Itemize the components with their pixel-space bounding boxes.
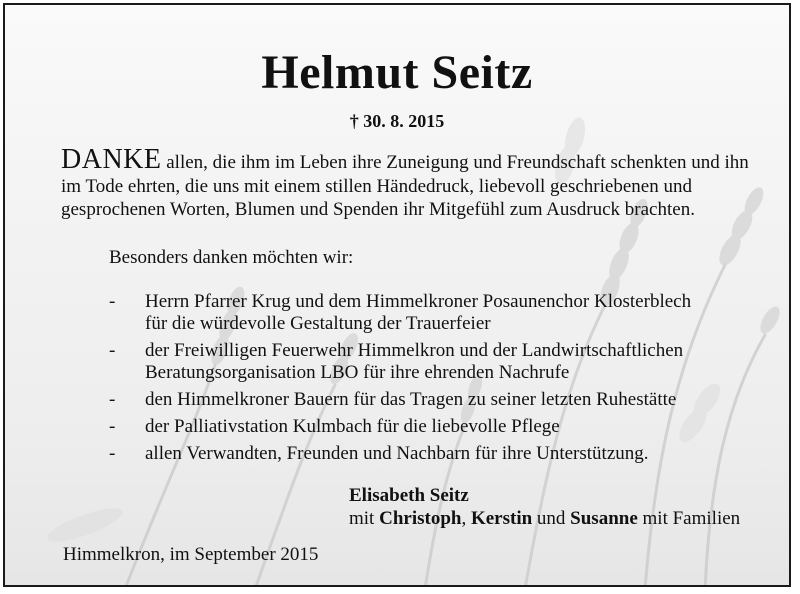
list-bullet: - bbox=[109, 443, 116, 464]
list-item-line1: den Himmelkroner Bauern für das Tragen zu seiner letzten Ruhestätte bbox=[145, 389, 677, 410]
intro-paragraph bbox=[61, 144, 761, 222]
list-item bbox=[109, 340, 749, 384]
signature-suffix: mit Familien bbox=[642, 508, 741, 529]
signature-child-2: Kerstin bbox=[470, 508, 533, 529]
list-item-line1: der Freiwilligen Feuerwehr Himmelkron und der Landwirtschaftlichen bbox=[145, 340, 684, 361]
intro-lead-word: DANKE bbox=[61, 144, 162, 175]
signature-child-3: Susanne bbox=[570, 508, 638, 529]
list-bullet: - bbox=[109, 291, 116, 312]
death-date: † 30. 8. 2015 bbox=[349, 111, 445, 131]
intro-text: allen, die ihm im Leben ihre Zuneigung und Freundschaft schenkten und ihn im Tode ehrten, die uns mit einem stillen Händedruck, liebevoll geschriebenen und gesprochenen Worten, Blumen und Spenden ihr Mitgefühl zum Ausdruck brachten. bbox=[61, 152, 749, 220]
list-bullet: - bbox=[109, 389, 116, 410]
list-item-line1: der Palliativstation Kulmbach für die liebevolle Pflege bbox=[145, 416, 560, 437]
thanks-list bbox=[109, 291, 749, 470]
list-item-line1: allen Verwandten, Freunden und Nachbarn für ihre Unterstützung. bbox=[145, 443, 649, 464]
list-bullet: - bbox=[109, 416, 116, 437]
list-item bbox=[109, 389, 749, 411]
signature-separator: , bbox=[461, 508, 467, 529]
place-date: Himmelkron, im September 2015 bbox=[63, 544, 319, 565]
signature-family-line bbox=[349, 507, 740, 530]
list-item bbox=[109, 443, 749, 465]
signature-und: und bbox=[536, 508, 566, 529]
list-item bbox=[109, 291, 749, 335]
signature-child-1: Christoph bbox=[379, 508, 462, 529]
obituary-card bbox=[3, 3, 791, 587]
list-item-line2: Beratungsorganisation LBO für ihre ehrenden Nachrufe bbox=[145, 362, 570, 383]
deceased-name: Helmut Seitz bbox=[261, 46, 533, 99]
signature-name: Elisabeth Seitz bbox=[349, 485, 469, 506]
signature-mit: mit bbox=[349, 508, 375, 529]
thanks-heading: Besonders danken möchten wir: bbox=[109, 247, 354, 268]
list-bullet: - bbox=[109, 340, 116, 361]
list-item bbox=[109, 416, 749, 438]
list-item-line2: für die würdevolle Gestaltung der Trauerfeier bbox=[145, 313, 491, 334]
list-item-line1: Herrn Pfarrer Krug und dem Himmelkroner Posaunenchor Klosterblech bbox=[145, 291, 692, 312]
signature-block bbox=[349, 484, 740, 530]
